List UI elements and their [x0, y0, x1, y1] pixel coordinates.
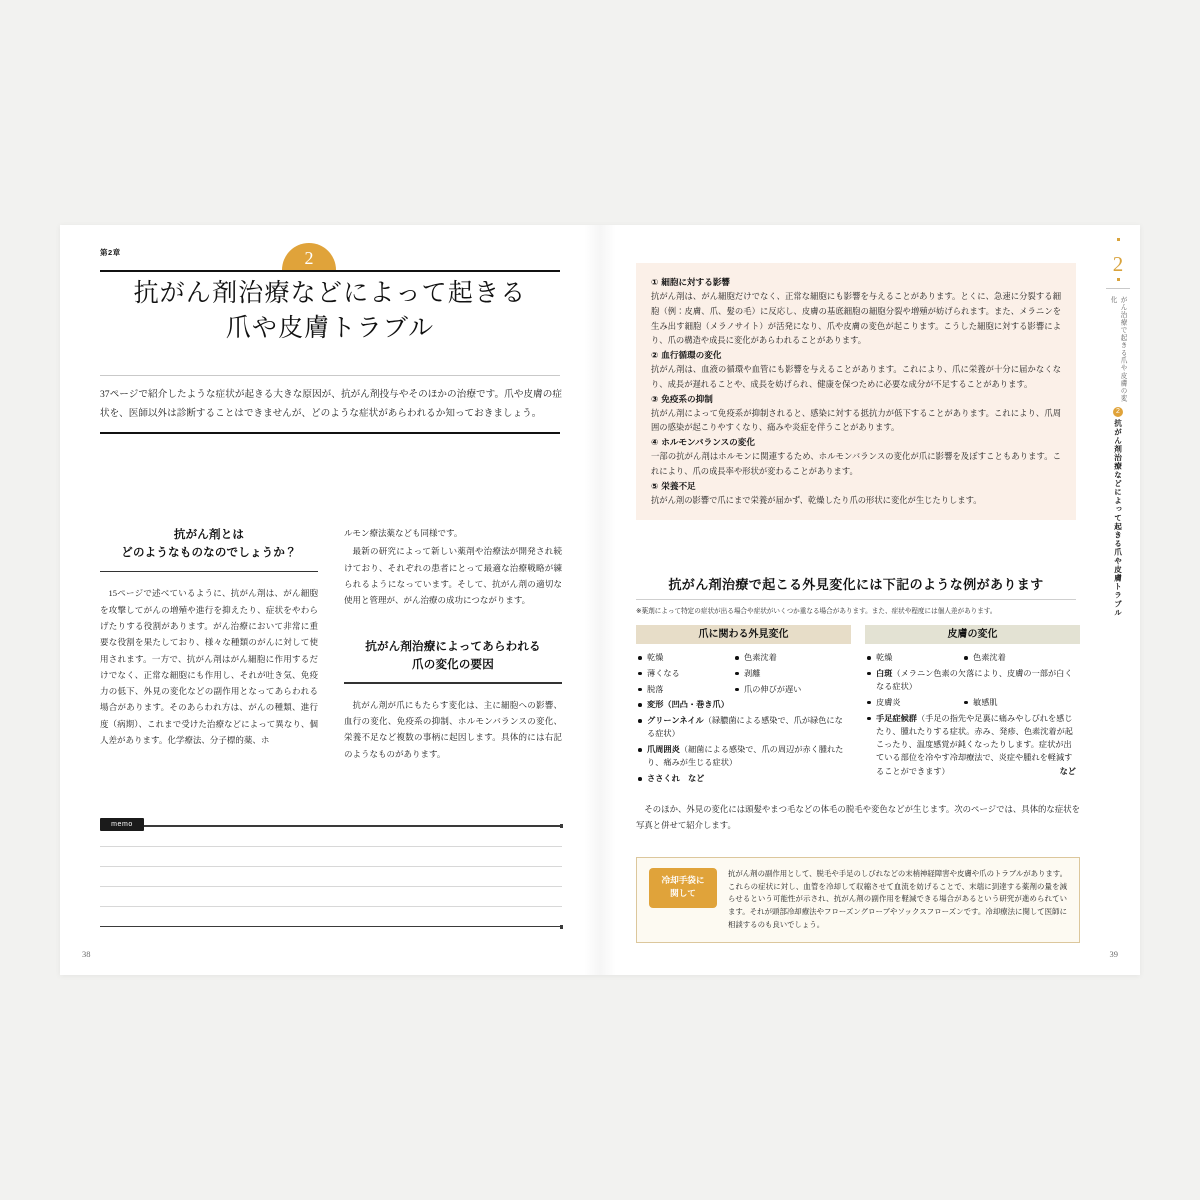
- factor-text: 抗がん剤は、血液の循環や血管にも影響を与えることがあります。これにより、爪に栄養が十分に届かなくなり、成長が遅れることや、成長を妨げられ、健康を保つために必要な成分が不足することがあります。: [651, 365, 1061, 389]
- column2-paragraph-1: 最新の研究によって新しい薬剤や治療法が開発され続けており、それぞれの患者にとって最適な治療戦略が練られるようになっています。そして、抗がん剤の適切な使用と管理が、がん治療の成功につながります。: [344, 546, 562, 606]
- list-item: 脱落: [638, 683, 735, 696]
- body-columns: [100, 525, 562, 764]
- page-title: [100, 277, 560, 346]
- thumb-index-number: 2: [1112, 252, 1124, 276]
- memo-rule-top: [100, 825, 562, 827]
- column2-heading-line2: 爪の変化の要因: [412, 656, 494, 671]
- column1-heading-line2: どのようなものなのでしょうか？: [121, 545, 297, 560]
- left-page: [60, 225, 600, 975]
- memo-row: [100, 867, 562, 886]
- skin-symptoms-table: [865, 625, 1080, 794]
- page-title-line2: 爪や皮膚トラブル: [225, 314, 435, 342]
- list-item: [638, 743, 847, 770]
- list-item: 色素沈着: [735, 651, 777, 664]
- factor-text: 一部の抗がん剤はホルモンに関連するため、ホルモンバランスの変化が爪に影響を及ぼすこともあります。これにより、爪の成長率や形状が変わることがあります。: [651, 452, 1061, 476]
- cooling-glove-callout: [636, 857, 1080, 943]
- callout-tag-line1: 冷却手袋に: [661, 876, 705, 886]
- memo-row: [100, 887, 562, 906]
- list-item: 乾燥: [638, 651, 735, 664]
- factor-text: 抗がん剤の影響で爪にまで栄養が届かず、乾燥したり爪の形状に変化が生じたりします。: [651, 495, 982, 505]
- page-title-line1: 抗がん剤治療などによって起きる: [133, 280, 527, 307]
- factor-item: [651, 393, 1061, 437]
- list-item: 乾燥: [867, 651, 964, 664]
- list-item-term: グリーンネイル: [647, 715, 704, 726]
- column2-paragraph-2: 抗がん剤が爪にもたらす変化は、主に細胞への影響、血行の変化、免疫系の抑制、ホルモンバランスの変化、栄養不足など複数の事柄に起因します。具体的には右記のようなものがあります。: [344, 699, 562, 759]
- callout-text: 抗がん剤の副作用として、脱毛や手足のしびれなどの末梢神経障害や皮膚や爪のトラブルがあります。これらの症状に対し、血管を冷却して収縮させて血流を妨げることで、末端に到達する薬剤の量を減らせるという可能性が示され、抗がん剤の副作用を軽減できる場合があるという研究が進められています。それが頭部冷却療法やフローズングローブやソックスフローズンです。冷却療法に関して医師に相談するのも良いでしょう。: [728, 869, 1067, 929]
- list-item-term: 白斑: [876, 667, 893, 678]
- memo-label: memo: [100, 818, 144, 831]
- column1-heading: [100, 525, 318, 562]
- list-item-desc: （緑膿菌による感染で、爪が緑色になる症状）: [647, 715, 843, 739]
- chapter-label: 第2章: [100, 248, 121, 257]
- page-number-right: 39: [1109, 949, 1118, 959]
- factor-heading: ⑤ 栄養不足: [651, 481, 696, 492]
- factor-item: [651, 436, 1061, 480]
- skin-table-body: [865, 644, 1080, 787]
- list-item: 剥離: [735, 667, 760, 680]
- column2-heading: [344, 637, 562, 674]
- factor-item: [651, 480, 1061, 509]
- column1-heading-line1: 抗がん剤とは: [173, 527, 245, 541]
- section-heading: 抗がん剤治療で起こる外見変化には下記のような例があります: [668, 578, 1044, 593]
- section-note: ※薬剤によって特定の症状が出る場合や症状がいくつか重なる場合があります。また、症状や程度には個人差があります。: [636, 607, 997, 615]
- nail-table-header: 爪に関わる外見変化: [636, 625, 851, 644]
- nail-table-body: [636, 644, 851, 794]
- closing-paragraph: そのほか、外見の変化には頭髪やまつ毛などの体毛の脱毛や変色などが生じます。次のページでは、具体的な症状を写真と併せて紹介します。: [636, 805, 1080, 831]
- skin-table-header: 皮膚の変化: [865, 625, 1080, 644]
- thumb-index-badge: 2: [1113, 407, 1123, 417]
- list-item-term: ささくれ など: [647, 773, 705, 784]
- list-item-desc: （手足の指先や足裏に痛みやしびれを感じたり、腫れたりする症状。赤み、発疹、色素沈着が起こったり、温度感覚が鈍くなったりします。症状が出ている部位を冷やす冷却療法で、炎症や腫れを軽減することができます）: [876, 712, 1073, 776]
- memo-row: [100, 847, 562, 866]
- header-rule-top: [100, 270, 560, 272]
- list-item-desc: （メラニン色素の欠落により、皮膚の一部が白くなる症状）: [876, 667, 1073, 692]
- thumb-index: [1104, 235, 1132, 635]
- list-item-desc: （細菌による感染で、爪の周辺が赤く腫れたり、痛みが生じる症状）: [647, 744, 844, 768]
- column2-spacer: [344, 611, 562, 637]
- factors-box: [636, 263, 1076, 520]
- factor-heading: ① 細胞に対する影響: [651, 278, 731, 288]
- list-item-term: 爪周囲炎: [647, 744, 680, 755]
- list-item: [638, 714, 847, 741]
- list-row: [638, 683, 847, 699]
- body-column-1: [100, 525, 318, 764]
- factor-heading: ② 血行循環の変化: [651, 351, 722, 362]
- column1-heading-rule: [100, 571, 318, 573]
- nail-symptoms-table: [636, 625, 851, 794]
- list-item: 色素沈着: [964, 651, 1006, 664]
- list-item: [638, 772, 847, 785]
- list-item: [638, 698, 847, 711]
- list-item: 皮膚炎: [867, 696, 964, 709]
- thumb-dot-icon: [1117, 278, 1120, 281]
- memo-row: [100, 827, 562, 846]
- list-row: [638, 651, 847, 667]
- factor-item: [651, 276, 1061, 349]
- callout-tag-line2: 関して: [670, 888, 696, 899]
- factor-heading: ④ ホルモンバランスの変化: [651, 438, 755, 449]
- factor-text: 抗がん剤によって免疫系が抑制されると、感染に対する抵抗力が低下することがあります。これにより、爪周囲の感染が起こりやすくなり、痛みや炎症を伴うことがあります。: [651, 408, 1061, 433]
- list-item: [867, 667, 1076, 694]
- memo-rule-bottom: [100, 926, 562, 928]
- list-row: [638, 667, 847, 683]
- factor-heading: ③ 免疫系の抑制: [651, 394, 713, 405]
- list-row: [867, 651, 1076, 667]
- factor-item: [651, 349, 1061, 393]
- list-item: [867, 712, 1076, 778]
- title-underline: [100, 375, 560, 376]
- body-column-2: [344, 525, 562, 764]
- thumb-index-title: 抗がん剤治療などによって起きる爪や皮膚トラブル: [1113, 419, 1123, 617]
- right-page: [600, 225, 1140, 975]
- page-number-left: 38: [82, 949, 91, 959]
- column2-heading-line1: 抗がん剤治療によってあらわれる: [365, 638, 541, 653]
- thumb-index-rule: [1106, 288, 1130, 289]
- column1-paragraph: 15ページで述べているように、抗がん剤は、がん細胞を攻撃してがんの増殖や進行を抑えたり、症状をやわらげたりする役割があります。がん治療において非常に重要な役割を果たしており、様々な種類のがんに対して使用されます。一方で、抗がん剤はがん細胞に作用するだけでなく、正常な細胞にも作用し、それが吐き気、免疫力の低下、外見の変化などの副作用となってあらわれる場合があります。そのあらわれ方は、がんの種類、進行度（病期）、これまで受けた治療などによって異なり、個人差があります。化学療法、分子標的薬、ホ: [100, 588, 318, 746]
- list-item-term: 手足症候群: [876, 712, 917, 723]
- callout-tag: [649, 868, 717, 908]
- list-item: 薄くなる: [638, 667, 735, 680]
- book-spread: [60, 225, 1140, 975]
- chapter-badge: 2: [282, 243, 336, 270]
- lede-paragraph: 37ページで紹介したような症状が起きる大きな原因が、抗がん剤投与やそのほかの治療です。爪や皮膚の症状を、医師以外は診断することはできませんが、どのような症状があらわれるか知っておきましょう。: [100, 389, 562, 420]
- column2-heading-rule: [344, 682, 562, 684]
- factor-text: 抗がん剤は、がん細胞だけでなく、正常な細胞にも影響を与えることがあります。とくに、急速に分裂する細胞（例：皮膚、爪、髪の毛）に反応し、皮膚の基底細胞の細胞分裂や増殖が妨げられます。また、メラニンを生み出す細胞（メラノサイト）が活発になり、爪や皮膚の変色が起こります。こうした細胞に対する影響により、爪の構造や成長に変化があらわれることがあります。: [651, 292, 1061, 346]
- list-item: 爪の伸びが遅い: [735, 683, 801, 696]
- list-row: [867, 696, 1076, 712]
- section-heading-rule: [636, 599, 1076, 600]
- list-item-term: 変形（凹凸・巻き爪）: [647, 699, 729, 710]
- column2-continued-line: ルモン療法薬なども同様です。: [344, 528, 463, 538]
- memo-block: [100, 821, 562, 927]
- symptom-tables: [636, 625, 1080, 794]
- thumb-index-subtitle: がん治療で起きる爪や皮膚の変化: [1109, 296, 1127, 403]
- list-item-etc: など: [1059, 765, 1076, 776]
- thumb-dot-icon: [1117, 238, 1120, 241]
- memo-row: [100, 907, 562, 926]
- list-item: 敏感肌: [964, 696, 998, 709]
- header-rule-bottom: [100, 432, 560, 434]
